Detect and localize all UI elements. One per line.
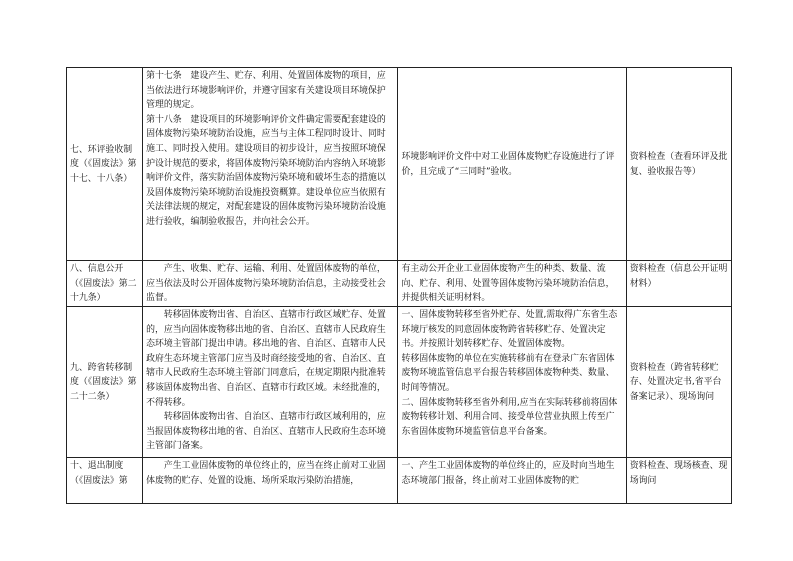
table-row [67, 307, 732, 458]
method-cell [626, 307, 731, 458]
item-cell [67, 307, 143, 458]
item-cell [67, 68, 143, 261]
requirement-cell [398, 307, 626, 458]
law-paragraph: 第十八条 建设项目的环境影响评价文件确定需要配套建设的固体废物污染环境防治设施，应当与主体工程同时设计、同时施工、同时投入使用。建设项目的初步设计，应当按照环境保护设计规范的要求，将固体废物污染环境防治内容纳入环境影响评价文件，落实防治固体废物污染环境和破坏生态的措施以及固体废物污染环境防治设施投资概算。建设单位应当依照有关法律法规的规定，对配套建设的固体废物污染环境防治设施进行验收，编制验收报告，并向社会公开。 [146, 114, 386, 227]
law-paragraph: 产生工业固体废物的单位终止的，应当在终止前对工业固体废物的贮存、处置的设施、场所采取污染防治措施， [146, 461, 386, 486]
requirement-text: 有主动公开企业工业固体废物产生的种类、数量、流向、贮存、利用、处置等固体废物污染环境防治信息，并提供相关证明材料。 [401, 264, 615, 304]
item-cell [67, 458, 143, 504]
requirement-text: 一、产生工业固体废物的单位终止的，应及时向当地生态环境部门报备，终止前对工业固体废物的贮 [401, 461, 615, 486]
method-cell [626, 68, 731, 261]
item-text: 七、环评验收制度（《固废法》第十七、十八条） [70, 144, 137, 184]
item-text: 九、跨省转移制度（《固废法》第二十二条） [70, 362, 137, 402]
method-text: 资料检查、现场核查、现场询问 [629, 461, 728, 486]
method-text: 资料检查（跨省转移贮存、处置决定书,省平台备案记录）、现场询问 [629, 362, 722, 402]
item-text: 八、信息公开（《固废法》第二十九条） [70, 264, 137, 304]
table-row [67, 458, 732, 504]
requirement-paragraph: 二、固体废物转移至省外利用,应当在实际转移前将固体废物转移计划、利用合同、接受单位营业执照上传至广东省固体废物环境监管信息平台备案。 [401, 397, 618, 437]
table-row [67, 261, 732, 307]
law-paragraph: 产生、收集、贮存、运输、利用、处置固体废物的单位，应当依法及时公开固体废物污染环境防治信息，主动接受社会监督。 [146, 264, 386, 304]
requirement-paragraph: 转移固体废物的单位在实施转移前有在登录广东省固体废物环境监管信息平台报告转移固体废物种类、数量、时间等情况。 [401, 353, 615, 393]
inspection-table [66, 67, 732, 504]
method-text: 资料检查（查看环评及批复、验收报告等） [629, 151, 728, 177]
law-cell [143, 458, 398, 504]
law-paragraph: 转移固体废物出省、自治区、直辖市行政区域贮存、处置的，应当向固体废物移出地的省、自治区、直辖市人民政府生态环境主管部门提出申请。移出地的省、自治区、直辖市人民政府生态环境主管部门应当及时商经接受地的省、自治区、直辖市人民政府生态环境主管部门同意后，在规定期限内批准转移该固体废物出省、自治区、直辖市行政区域。未经批准的，不得转移。 [146, 310, 386, 408]
method-cell [626, 458, 731, 504]
law-paragraph: 转移固体废物出省、自治区、直辖市行政区域利用的，应当报固体废物移出地的省、自治区、直辖市人民政府生态环境主管部门备案。 [146, 412, 386, 452]
item-text: 十、退出制度（《固废法》第 [70, 461, 128, 486]
requirement-cell [398, 68, 626, 261]
requirement-text: 环境影响评价文件中对工业固体废物贮存设施进行了评价，且完成了“三同时”验收。 [401, 151, 615, 177]
law-cell [143, 307, 398, 458]
requirement-cell [398, 458, 626, 504]
requirement-cell [398, 261, 626, 307]
method-cell [626, 261, 731, 307]
item-cell [67, 261, 143, 307]
method-text: 资料检查（信息公开证明材料） [629, 264, 728, 289]
requirement-paragraph: 一、固体废物转移至省外贮存、处置,需取得广东省生态环境厅核发的同意固体废物跨省转移贮存、处置决定书。并按照计划转移贮存、处置固体废物。 [401, 310, 618, 350]
law-cell [143, 261, 398, 307]
table-row [67, 68, 732, 261]
law-cell [143, 68, 398, 261]
law-paragraph: 第十七条 建设产生、贮存、利用、处置固体废物的项目，应当依法进行环境影响评价，并遵守国家有关建设项目环境保护管理的规定。 [146, 71, 386, 111]
